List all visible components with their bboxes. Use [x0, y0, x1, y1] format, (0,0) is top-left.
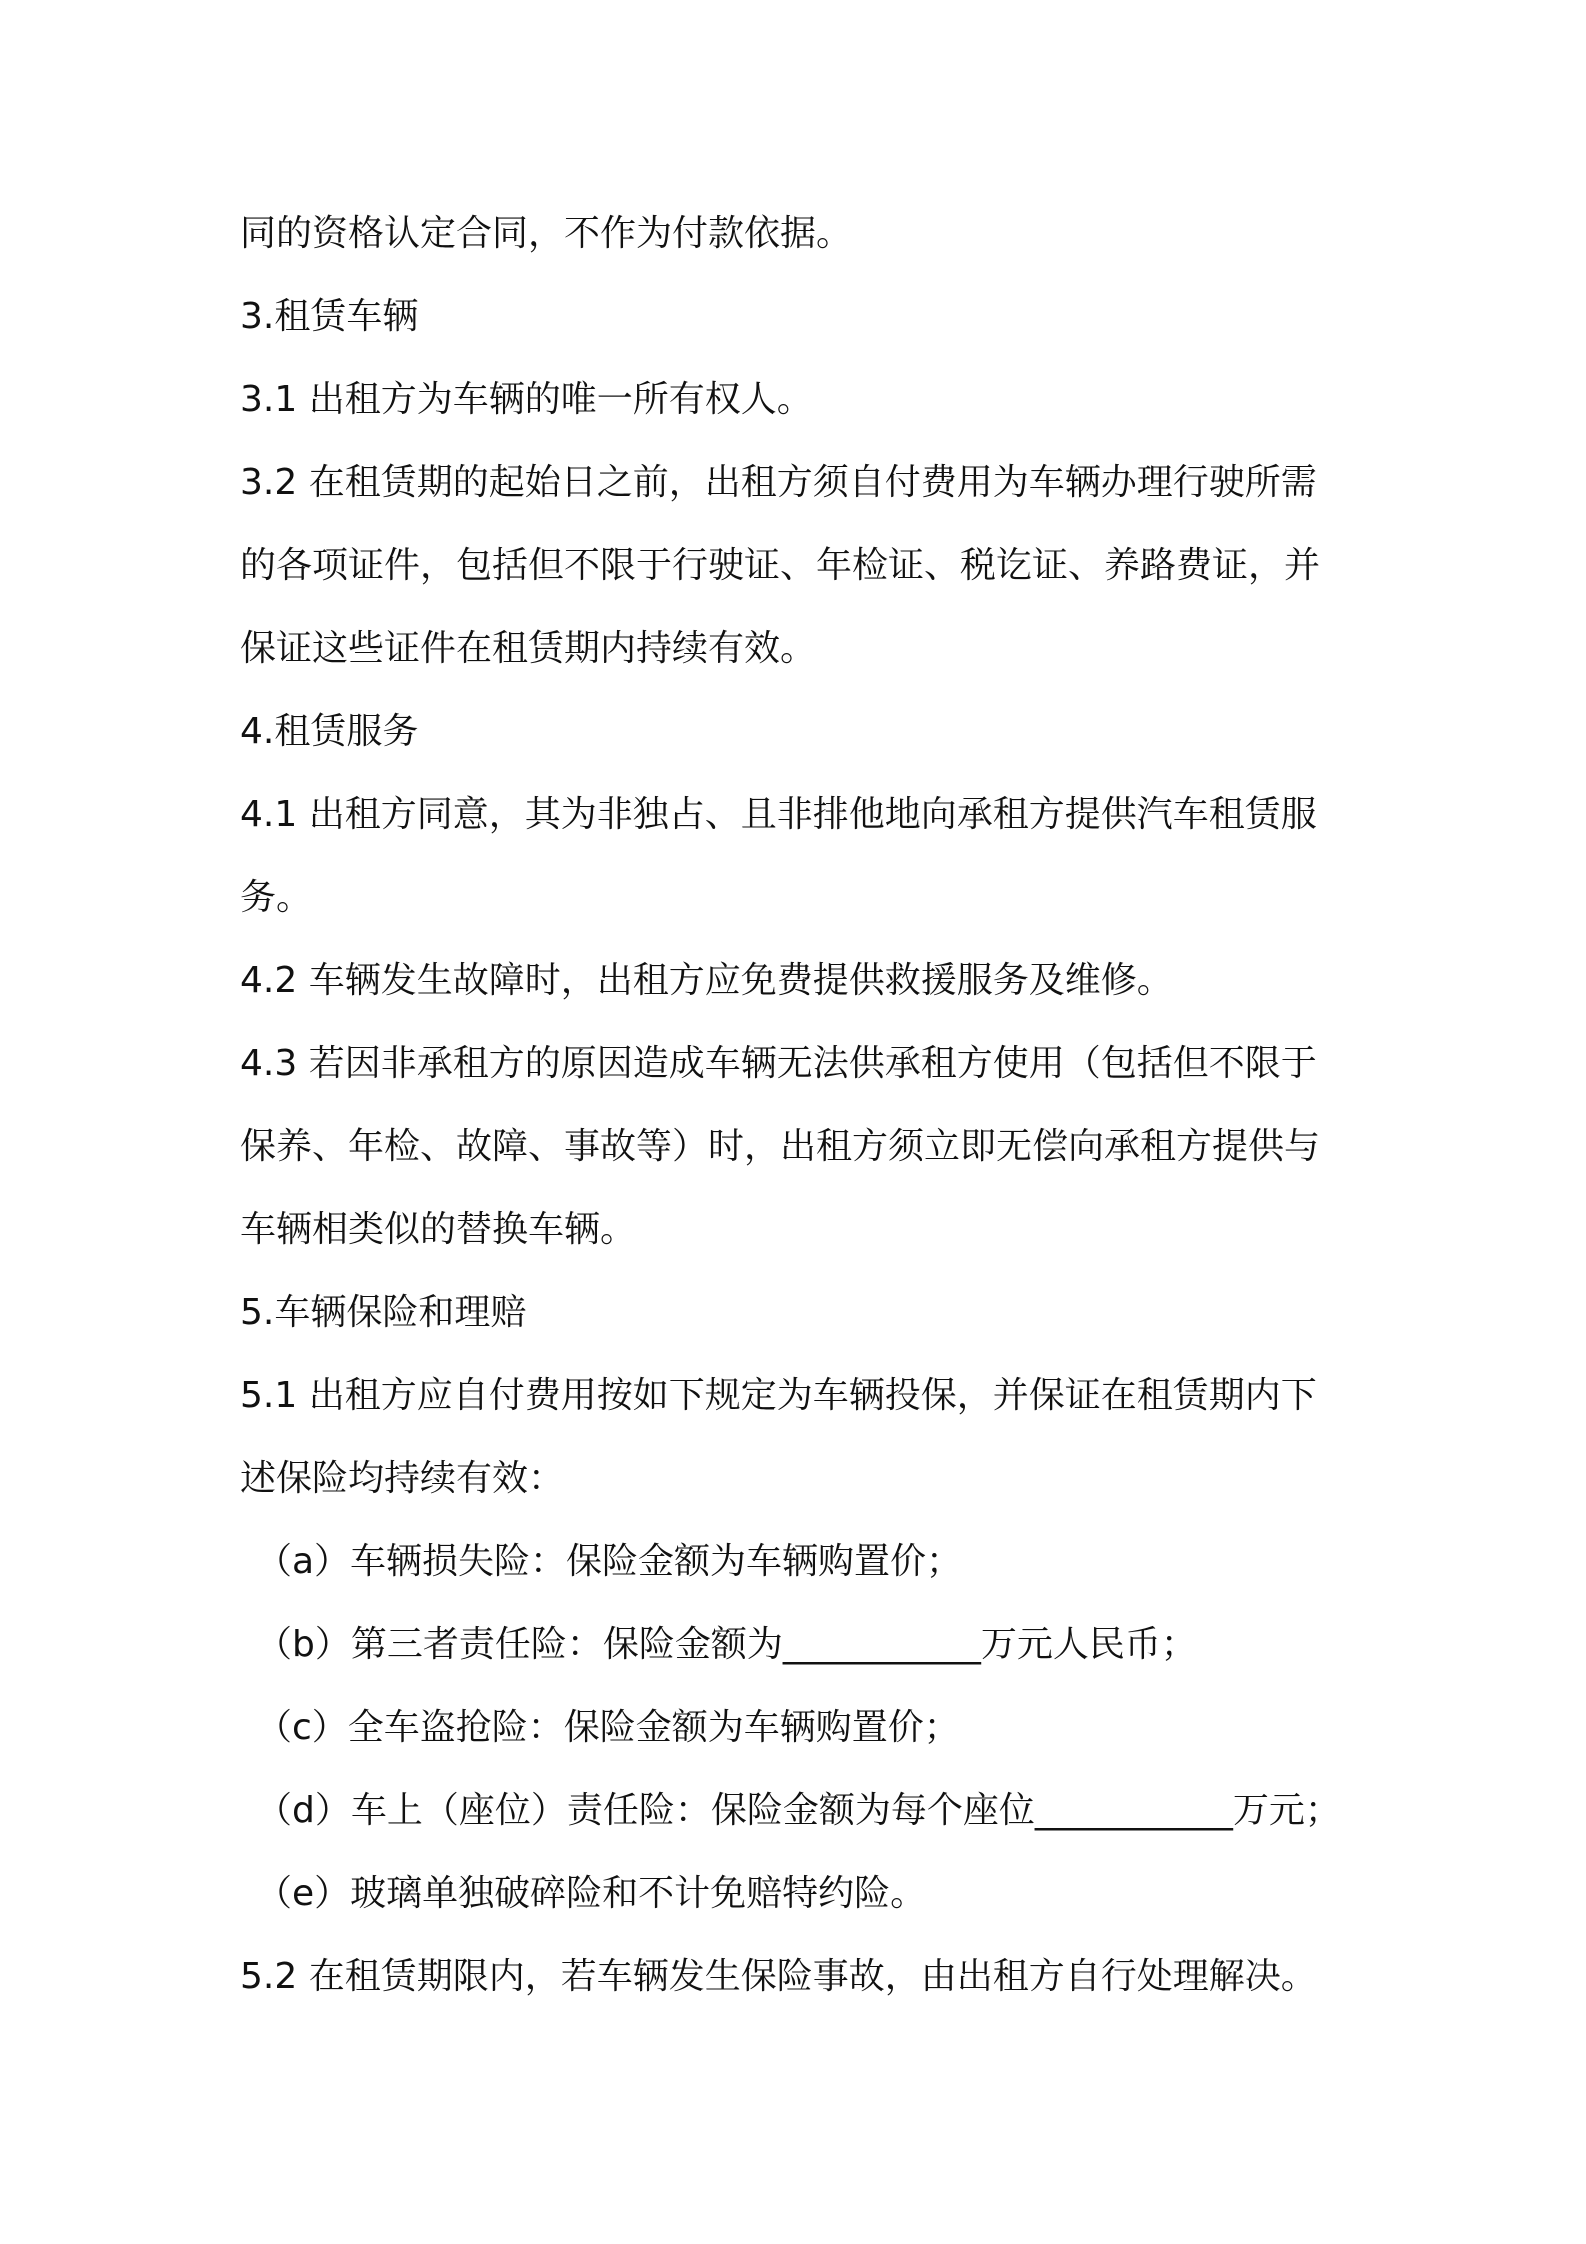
clause-4-3-line-2: 保养、年检、故障、事故等）时，出租方须立即无偿向承租方提供与 [240, 1126, 1321, 1167]
clause-3-2-line-1: 3.2 在租赁期的起始日之前，出租方须自付费用为车辆办理行驶所需 [240, 462, 1317, 503]
insurance-item-a: （a）车辆损失险：保险金额为车辆购置价； [256, 1541, 963, 1582]
insurance-item-b: （b）第三者责任险：保险金额为___________万元人民币； [256, 1624, 1197, 1665]
clause-4-3-line-1: 4.3 若因非承租方的原因造成车辆无法供承租方使用（包括但不限于 [240, 1043, 1317, 1084]
clause-4-2: 4.2 车辆发生故障时，出租方应免费提供救援服务及维修。 [240, 960, 1173, 1001]
clause-4-1-line-2: 务。 [240, 877, 313, 918]
clause-4-3-line-3: 车辆相类似的替换车辆。 [240, 1209, 637, 1250]
insurance-item-e: （e）玻璃单独破碎险和不计免赔特约险。 [256, 1873, 927, 1914]
section-heading-4: 4.租赁服务 [240, 711, 419, 752]
insurance-item-c: （c）全车盗抢险：保险金额为车辆购置价； [256, 1707, 960, 1748]
clause-5-2: 5.2 在租赁期限内，若车辆发生保险事故，由出租方自行处理解决。 [240, 1956, 1317, 1997]
clause-4-1-line-1: 4.1 出租方同意，其为非独占、且非排他地向承租方提供汽车租赁服 [240, 794, 1317, 835]
clause-3-2-line-3: 保证这些证件在租赁期内持续有效。 [240, 628, 817, 669]
document-body [240, 192, 1360, 2018]
clause-5-1-line-1: 5.1 出租方应自付费用按如下规定为车辆投保，并保证在租赁期内下 [240, 1375, 1317, 1416]
insurance-item-d: （d）车上（座位）责任险：保险金额为每个座位___________万元； [256, 1790, 1341, 1831]
clause-3-2-line-2: 的各项证件，包括但不限于行驶证、年检证、税讫证、养路费证，并 [240, 545, 1321, 586]
section-heading-3: 3.租赁车辆 [240, 296, 419, 337]
clause-3-1: 3.1 出租方为车辆的唯一所有权人。 [240, 379, 813, 420]
text-line-continuation: 同的资格认定合同，不作为付款依据。 [240, 213, 853, 254]
clause-5-1-line-2: 述保险均持续有效： [240, 1458, 565, 1499]
section-heading-5: 5.车辆保险和理赔 [240, 1292, 527, 1333]
